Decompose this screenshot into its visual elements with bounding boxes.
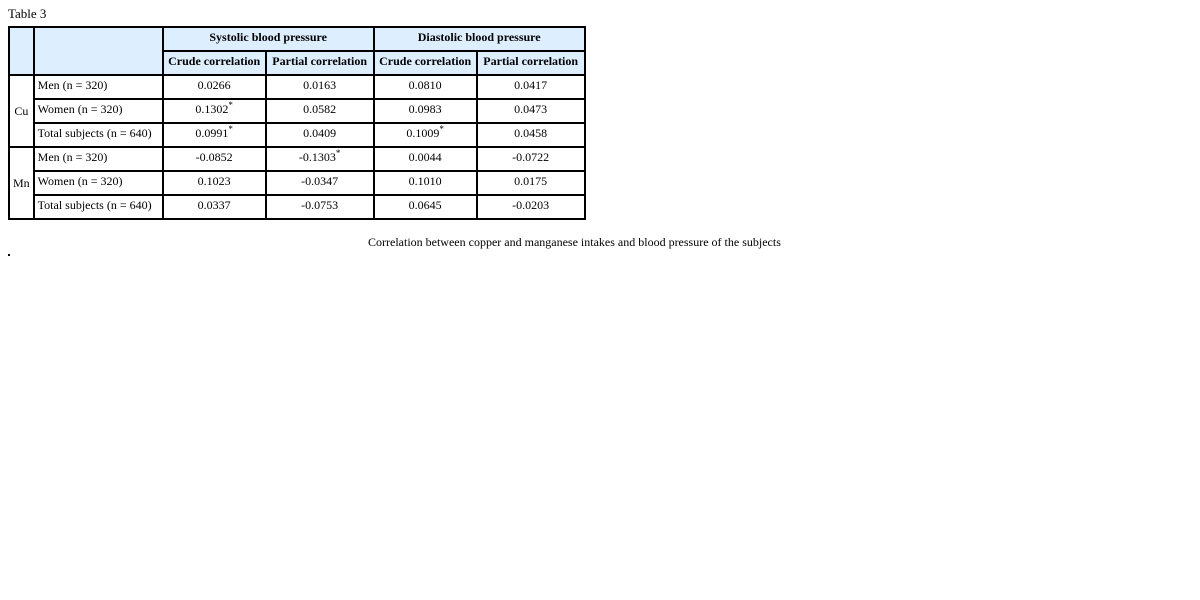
table-label: Table 3	[8, 6, 47, 21]
cell-systolic-crude	[163, 171, 266, 195]
cell-systolic-partial	[266, 147, 374, 171]
cell-diastolic-crude	[374, 171, 477, 195]
cell-diastolic-partial	[477, 99, 585, 123]
significance-mark: *	[228, 100, 233, 110]
cell-value: 0.0458	[514, 126, 548, 140]
row-label: Total subjects (n = 640)	[34, 123, 163, 147]
table-body	[9, 75, 585, 219]
header-blank-group	[9, 27, 34, 75]
cell-systolic-crude	[163, 123, 266, 147]
cell-value: -0.0753	[301, 198, 339, 212]
cell-value: 0.1302	[195, 102, 229, 116]
row-label: Men (n = 320)	[34, 75, 163, 99]
cell-systolic-partial	[266, 99, 374, 123]
header-systolic-partial: Partial correlation	[266, 51, 374, 75]
table-caption: Correlation between copper and manganese intakes and blood pressure of the subjects	[368, 235, 781, 249]
header-systolic: Systolic blood pressure	[163, 27, 374, 51]
row-label: Women (n = 320)	[34, 171, 163, 195]
cell-diastolic-crude	[374, 195, 477, 219]
significance-mark: *	[335, 148, 341, 158]
header-diastolic: Diastolic blood pressure	[374, 27, 585, 51]
cell-diastolic-crude	[374, 147, 477, 171]
header-blank-label	[34, 27, 163, 75]
cell-systolic-partial	[266, 171, 374, 195]
cell-value: 0.0983	[408, 102, 442, 116]
cell-value: 0.0044	[408, 150, 442, 164]
table-row	[9, 75, 585, 99]
cell-diastolic-partial	[477, 75, 585, 99]
header-row-groups	[9, 27, 585, 51]
cell-diastolic-partial	[477, 195, 585, 219]
cell-value: 0.0991	[195, 126, 229, 140]
cell-value: 0.0582	[303, 102, 337, 116]
table-row	[9, 195, 585, 219]
cell-diastolic-partial	[477, 171, 585, 195]
cell-value: 0.0810	[408, 78, 442, 92]
cell-value: -0.0722	[512, 150, 550, 164]
cell-value: -0.0347	[301, 174, 339, 188]
cell-diastolic-crude	[374, 99, 477, 123]
table-row	[9, 99, 585, 123]
cell-value: 0.1010	[408, 174, 442, 188]
header-systolic-crude: Crude correlation	[163, 51, 266, 75]
cell-value: 0.0266	[197, 78, 231, 92]
cell-value: 0.1009	[406, 126, 440, 140]
cell-value: 0.0473	[514, 102, 548, 116]
cell-value: 0.0409	[303, 126, 337, 140]
cell-value: 0.1023	[197, 174, 231, 188]
table-row	[9, 171, 585, 195]
cell-diastolic-crude	[374, 75, 477, 99]
correlation-table	[8, 26, 586, 220]
header-diastolic-partial: Partial correlation	[477, 51, 585, 75]
cell-diastolic-partial	[477, 123, 585, 147]
stray-dot	[8, 254, 10, 256]
group-label-cu: Cu	[9, 75, 34, 147]
cell-systolic-partial	[266, 123, 374, 147]
cell-value: -0.1303	[298, 150, 336, 164]
row-label: Women (n = 320)	[34, 99, 163, 123]
table-row	[9, 123, 585, 147]
row-label: Men (n = 320)	[34, 147, 163, 171]
cell-diastolic-partial	[477, 147, 585, 171]
cell-systolic-crude	[163, 147, 266, 171]
header-diastolic-crude: Crude correlation	[374, 51, 477, 75]
cell-value: 0.0337	[197, 198, 231, 212]
cell-systolic-partial	[266, 75, 374, 99]
table-row	[9, 147, 585, 171]
group-label-mn: Mn	[9, 147, 34, 219]
cell-diastolic-crude	[374, 123, 477, 147]
cell-value: -0.0852	[195, 150, 233, 164]
cell-systolic-crude	[163, 99, 266, 123]
cell-value: 0.0163	[303, 78, 337, 92]
cell-systolic-crude	[163, 195, 266, 219]
cell-systolic-partial	[266, 195, 374, 219]
cell-value: 0.0645	[408, 198, 442, 212]
row-label: Total subjects (n = 640)	[34, 195, 163, 219]
significance-mark: *	[228, 124, 233, 134]
cell-value: -0.0203	[512, 198, 550, 212]
cell-value: 0.0175	[514, 174, 548, 188]
cell-value: 0.0417	[514, 78, 548, 92]
cell-systolic-crude	[163, 75, 266, 99]
significance-mark: *	[439, 124, 444, 134]
table-header	[9, 27, 585, 75]
